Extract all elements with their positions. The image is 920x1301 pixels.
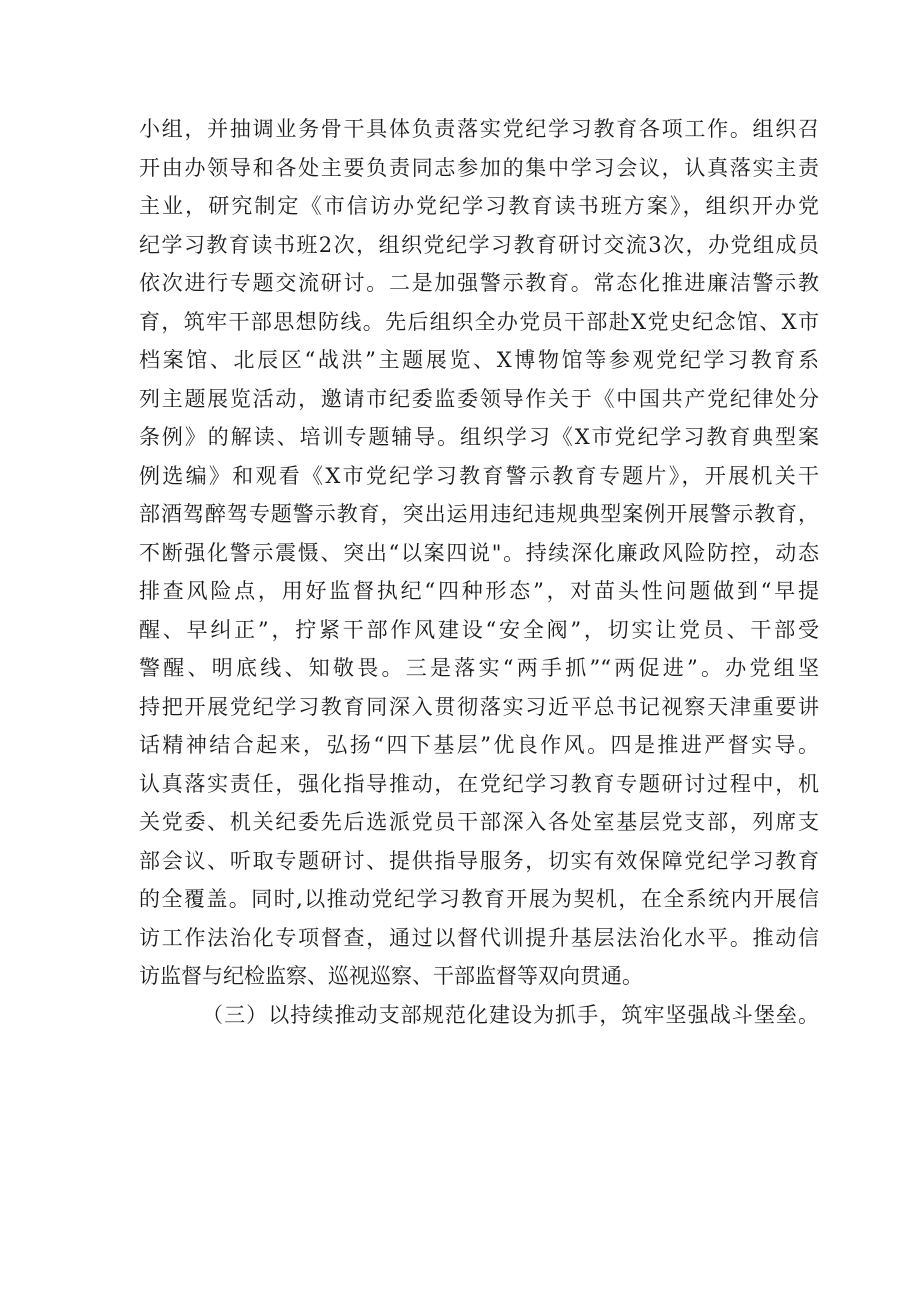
text-line: 小组，并抽调业务骨干具体负责落实党纪学习教育各项工作。组织召 bbox=[139, 117, 819, 141]
text-line: 依次进行专题交流研讨。二是加强警示教育。常态化推进廉洁警示教 bbox=[139, 271, 819, 295]
text-line: 条例》的解读、培训专题辅导。组织学习《X市党纪学习教育典型案 bbox=[139, 425, 819, 449]
text-line: 主业，研究制定《市信访办党纪学习教育读书班方案》，组织开办党 bbox=[139, 194, 819, 218]
body-text bbox=[139, 110, 819, 1034]
text-line: 警醒、明底线、知敬畏。三是落实“两手抓”“两促进”。办党组坚 bbox=[139, 656, 819, 680]
text-line: 认真落实责任，强化指导推动，在党纪学习教育专题研讨过程中，机 bbox=[139, 771, 819, 796]
text-line: 醒、早纠正”，拧紧干部作风建设“安全阀”，切实让党员、干部受 bbox=[139, 617, 819, 642]
section-heading: （三）以持续推动支部规范化建设为抓手，筑牢坚强战斗堡垒。 bbox=[202, 1002, 819, 1027]
text-line: 访工作法治化专项督查，通过以督代训提升基层法治化水平。推动信 bbox=[139, 925, 819, 950]
text-line: 档案馆、北辰区“战洪”主题展览、X博物馆等参观党纪学习教育系 bbox=[139, 348, 819, 372]
text-line: 育，筑牢干部思想防线。先后组织全办党员干部赴X党史纪念馆、X市 bbox=[139, 309, 819, 334]
text-line: 不断强化警示震慑、突出“以案四说"。持续深化廉政风险防控，动态 bbox=[139, 540, 819, 565]
text-line: 持把开展党纪学习教育同深入贯彻落实习近平总书记视察天津重要讲 bbox=[139, 694, 819, 719]
text-line-last: 访监督与纪检监察、巡视巡察、干部监督等双向贯通。 bbox=[139, 964, 643, 988]
text-line: 的全覆盖。同时,以推动党纪学习教育开展为契机，在全系统内开展信 bbox=[139, 887, 819, 911]
text-line: 排查风险点，用好监督执纪“四种形态”，对苗头性问题做到“早提 bbox=[139, 579, 819, 603]
text-line: 部酒驾醉驾专题警示教育，突出运用违纪违规典型案例开展警示教育， bbox=[139, 502, 819, 526]
text-line: 纪学习教育读书班2次，组织党纪学习教育研讨交流3次，办党组成员 bbox=[139, 232, 819, 257]
text-line: 关党委、机关纪委先后选派党员干部深入各处室基层党支部，列席支 bbox=[139, 810, 819, 834]
text-line: 例选编》和观看《X市党纪学习教育警示教育专题片》，开展机关干 bbox=[139, 463, 819, 488]
text-line: 部会议、听取专题研讨、提供指导服务，切实有效保障党纪学习教育 bbox=[139, 848, 819, 873]
text-line: 开由办领导和各处主要负责同志参加的集中学习会议，认真落实主责 bbox=[139, 155, 819, 180]
text-line: 列主题展览活动，邀请市纪委监委领导作关于《中国共产党纪律处分 bbox=[139, 386, 819, 411]
text-line: 话精神结合起来，弘扬“四下基层”优良作风。四是推进严督实导。 bbox=[139, 733, 819, 757]
